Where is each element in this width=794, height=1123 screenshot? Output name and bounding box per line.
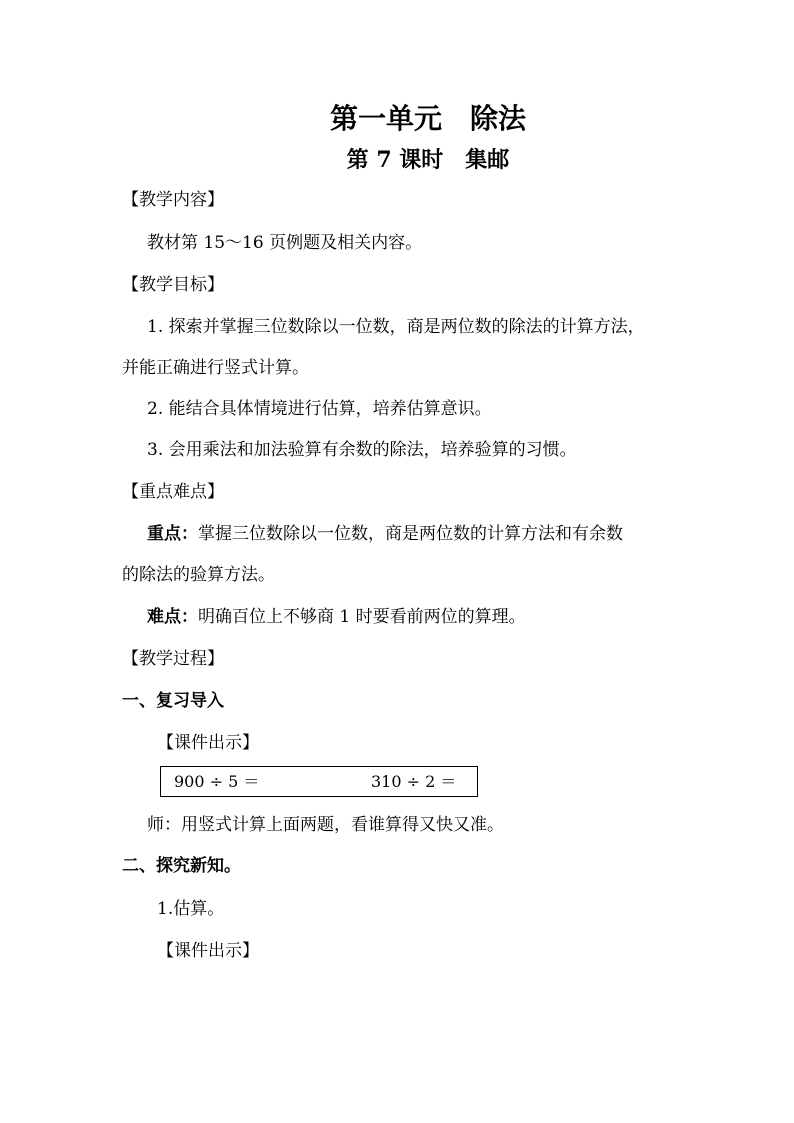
content-text: 教材第 15～16 页例题及相关内容。: [147, 233, 423, 253]
process-heading: 【教学过程】: [122, 649, 224, 669]
key-heading: 【重点难点】: [122, 482, 224, 502]
part-1-heading: 一、复习导入: [122, 691, 224, 711]
goal-1-line-2: 并能正确进行竖式计算。: [122, 358, 309, 378]
goal-1-line-1: 1. 探索并掌握三位数除以一位数，商是两位数的除法的计算方法，: [147, 317, 645, 337]
key-point-line-1: [147, 522, 623, 546]
difficulty-label: 难点：: [147, 607, 198, 627]
goal-2: 2. 能结合具体情境进行估算，培养估算意识。: [147, 399, 492, 419]
key-text: 掌握三位数除以一位数，商是两位数的计算方法和有余数: [198, 524, 623, 544]
exercise-box: [160, 766, 478, 797]
goal-3: 3. 会用乘法和加法验算有余数的除法，培养验算的习惯。: [147, 440, 577, 460]
content-heading: 【教学内容】: [122, 190, 224, 210]
part-2-heading: 二、探究新知。: [122, 856, 241, 876]
exercise-a: 900 ÷ 5 ＝: [174, 772, 260, 791]
key-label: 重点：: [147, 524, 198, 544]
key-point-line-2: 的除法的验算方法。: [122, 565, 275, 585]
exercise-b: 310 ÷ 2 ＝: [371, 772, 457, 791]
teacher-line: 师：用竖式计算上面两题，看谁算得又快又准。: [147, 815, 504, 835]
difficulty-line: [147, 605, 526, 629]
page-title: 第一单元 除法: [329, 102, 526, 135]
courseware-label-1: 【课件出示】: [157, 733, 259, 753]
step-1: 1.估算。: [157, 899, 225, 919]
difficulty-text: 明确百位上不够商 1 时要看前两位的算理。: [198, 607, 526, 627]
lesson-subtitle: 第 7 课时 集邮: [346, 147, 510, 173]
goals-heading: 【教学目标】: [122, 275, 224, 295]
courseware-label-2: 【课件出示】: [157, 941, 259, 961]
